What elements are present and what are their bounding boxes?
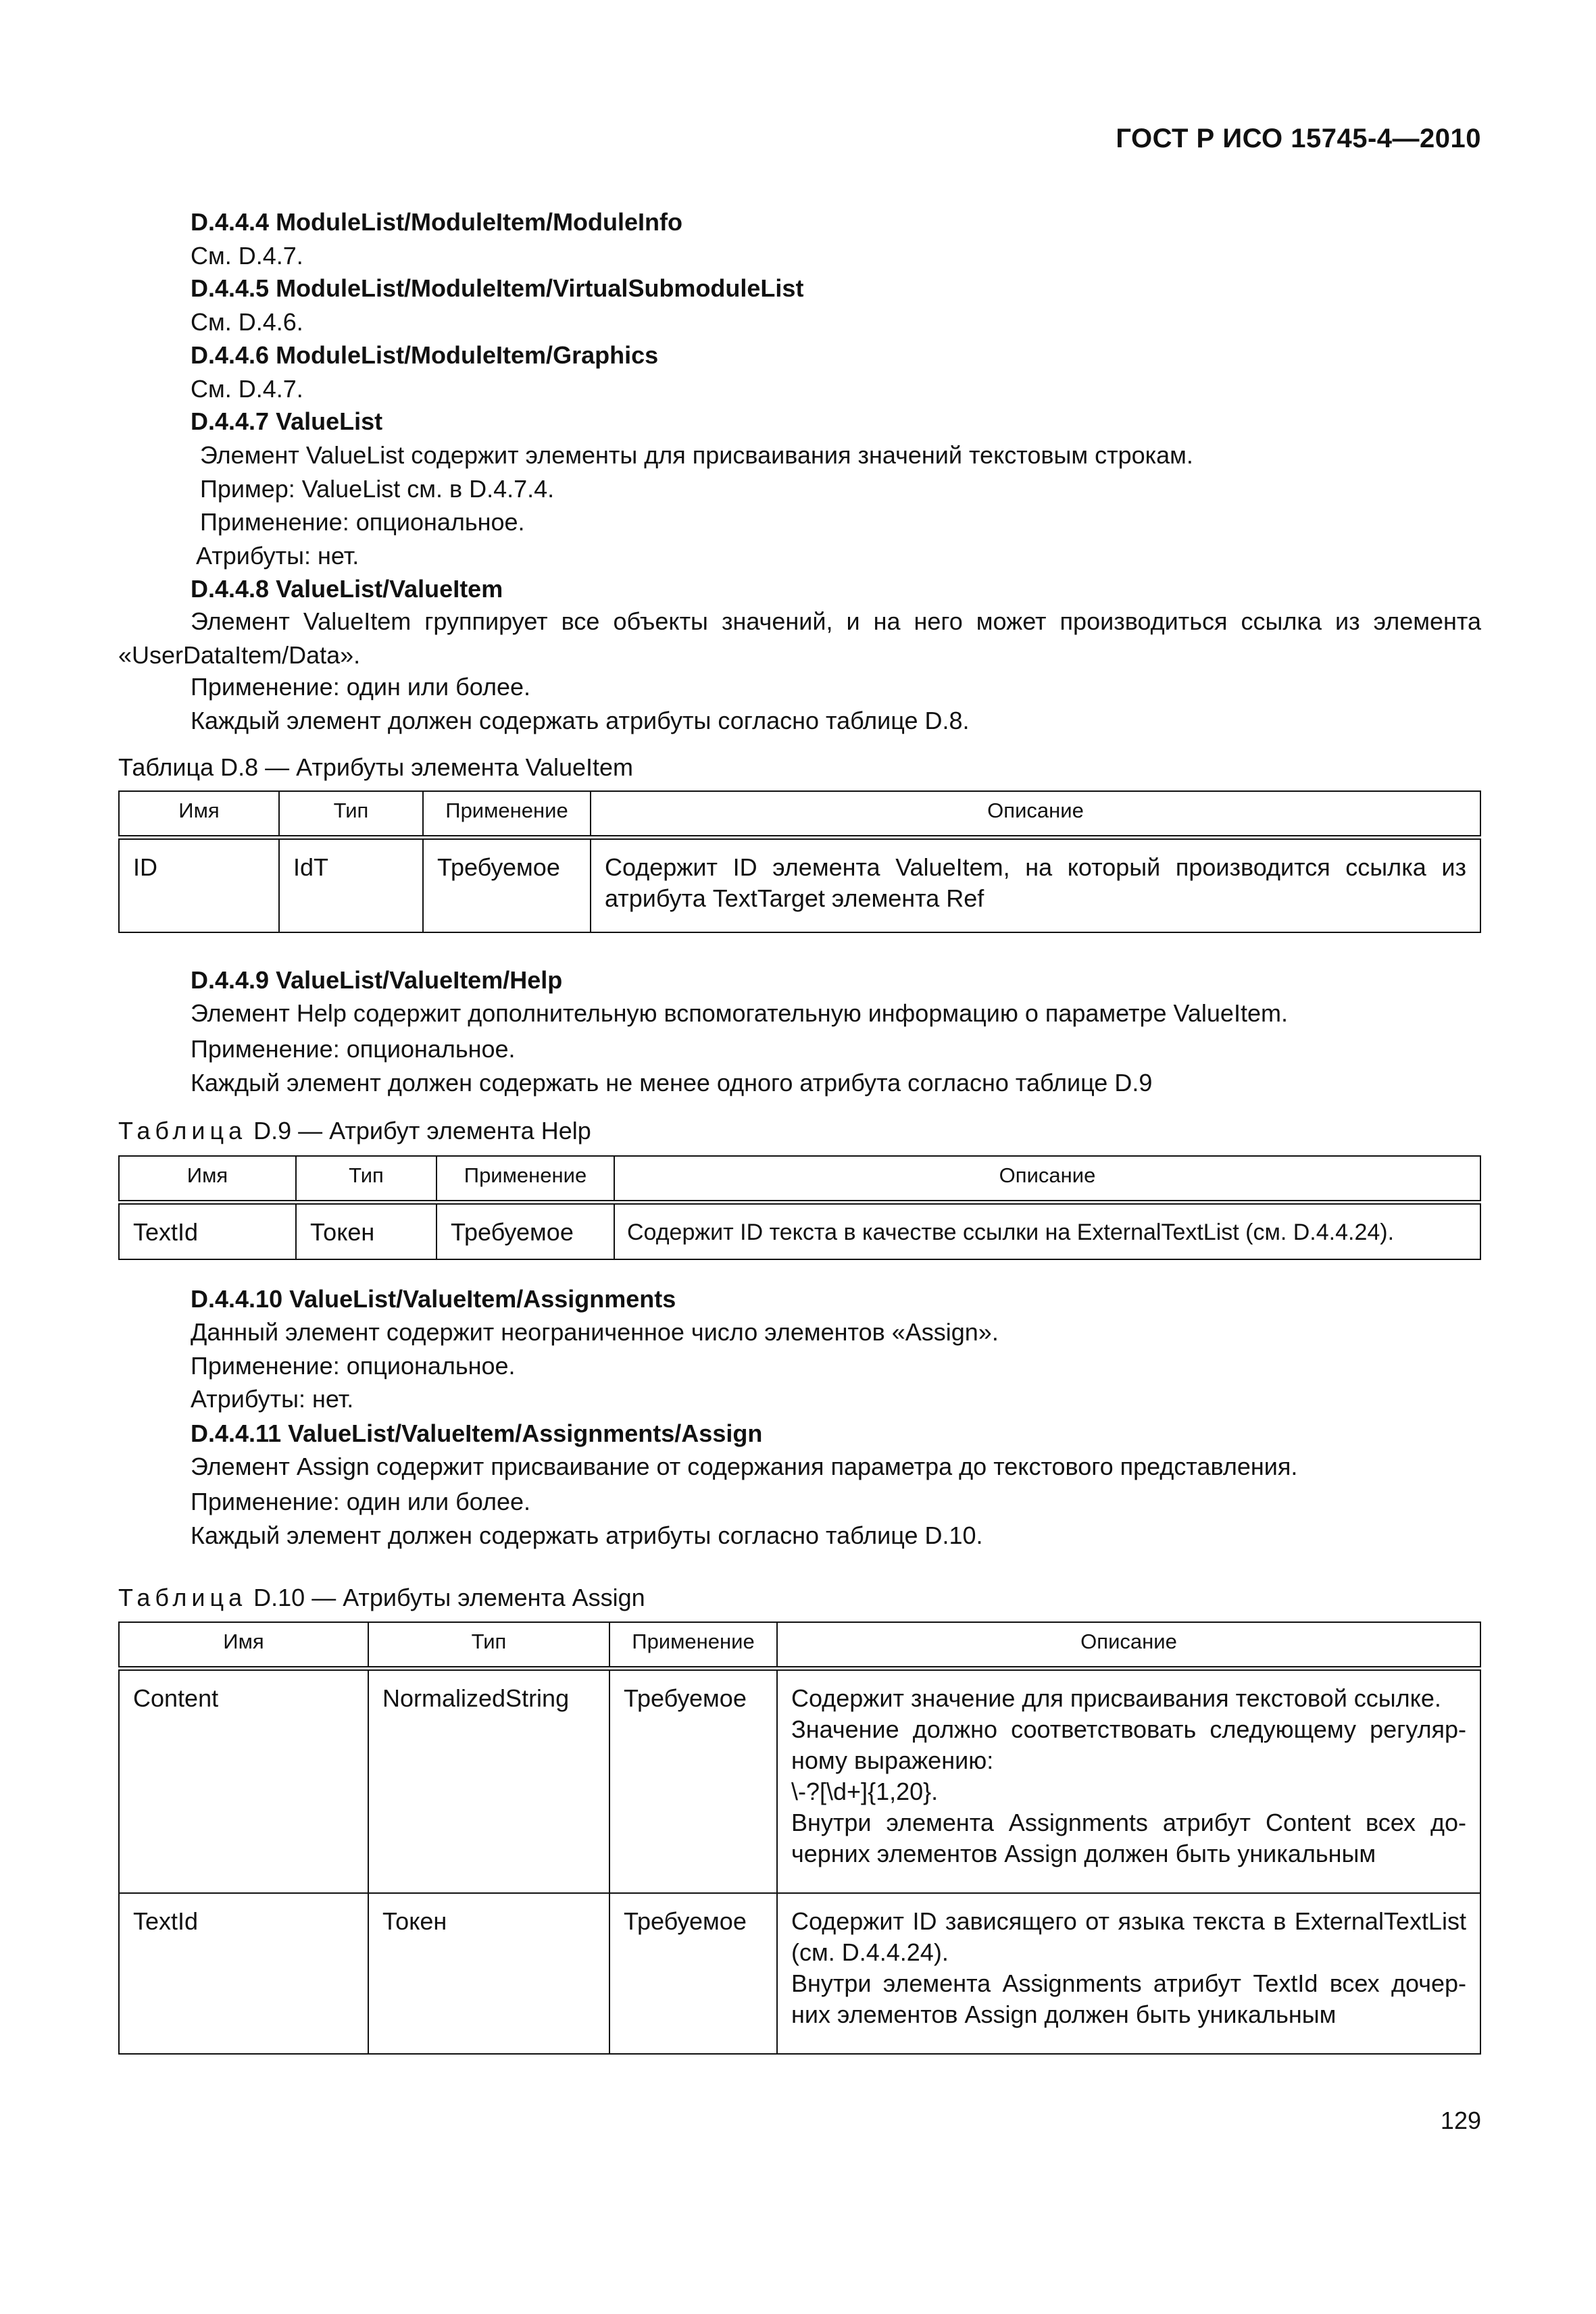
- column-header: Имя: [119, 1622, 368, 1669]
- paragraph: Каждый элемент должен содержать не менее одного атрибута согласно таблице D.9: [191, 1069, 1153, 1097]
- paragraph: Применение: опциональное.: [200, 508, 525, 536]
- column-header: Применение: [437, 1156, 614, 1203]
- table-caption-d8: Таблица D.8 — Атрибуты элемента ValueItem: [118, 753, 633, 781]
- cell-description: [777, 1669, 1480, 1894]
- column-header: Имя: [119, 791, 279, 838]
- section-title-d448: D.4.4.8 ValueList/ValueItem: [191, 575, 503, 603]
- paragraph: Каждый элемент должен содержать атрибуты согласно таблице D.10.: [191, 1521, 983, 1549]
- paragraph: Данный элемент содержит неограниченное число элементов «Assign».: [191, 1318, 999, 1346]
- column-header: Тип: [296, 1156, 437, 1203]
- section-title-d445: D.4.4.5 ModuleList/ModuleItem/VirtualSubmoduleList: [191, 274, 804, 302]
- cell-name: TextId: [119, 1893, 368, 2054]
- table-header-row: [119, 1156, 1480, 1203]
- table-caption-d10: [118, 1584, 645, 1612]
- cell-usage: Требуемое: [609, 1669, 777, 1894]
- cell-type: Токен: [296, 1203, 437, 1260]
- table-row: [119, 838, 1480, 933]
- document-header: ГОСТ Р ИСО 15745-4—2010: [1116, 124, 1481, 153]
- description-line: Содержит ID зависящего от языка текста в ExternalTextList (см. D.4.4.24).: [791, 1907, 1466, 1966]
- description-line: Внутри элемента Assignments атрибут Content всех до-черних элементов Assign должен быть уникальным: [791, 1809, 1466, 1867]
- paragraph: Применение: опциональное.: [191, 1352, 516, 1380]
- column-header: Имя: [119, 1156, 296, 1203]
- table-caption-d9: [118, 1117, 591, 1145]
- column-header: Применение: [609, 1622, 777, 1669]
- cell-usage: Требуемое: [437, 1203, 614, 1260]
- paragraph: Атрибуты: нет.: [191, 1385, 354, 1413]
- cell-usage: Требуемое: [423, 838, 591, 933]
- cell-description: [777, 1893, 1480, 2054]
- table-row: [119, 1893, 1480, 2054]
- cell-description: Содержит ID текста в качестве ссылки на ExternalTextList (см. D.4.4.24).: [614, 1203, 1480, 1260]
- page-number: 129: [1440, 2107, 1481, 2134]
- column-header: Тип: [279, 791, 423, 838]
- cell-name: Content: [119, 1669, 368, 1894]
- section-title-d449: D.4.4.9 ValueList/ValueItem/Help: [191, 966, 563, 994]
- paragraph: Элемент Help содержит дополнительную вспомогательную информацию о параметре ValueItem.: [191, 999, 1288, 1027]
- paragraph: Элемент ValueItem группирует все объекты значений, и на него может производиться ссылка из элемента «UserDataItem/Data».: [118, 607, 1481, 669]
- cell-type: NormalizedString: [368, 1669, 609, 1894]
- section-ref-d446: См. D.4.7.: [191, 375, 303, 403]
- caption-text: D.10 — Атрибуты элемента Assign: [247, 1584, 645, 1611]
- column-header: Тип: [368, 1622, 609, 1669]
- section-title-d4411: D.4.4.11 ValueList/ValueItem/Assignments/Assign: [191, 1419, 763, 1447]
- section-title-d447: D.4.4.7 ValueList: [191, 407, 383, 435]
- section-ref-d445: См. D.4.6.: [191, 308, 303, 336]
- column-header: Описание: [614, 1156, 1480, 1203]
- cell-name: ID: [119, 838, 279, 933]
- table-d10: [118, 1621, 1481, 2055]
- description-line: Значение должно соответствовать следующему регуляр-ному выражению:: [791, 1715, 1466, 1774]
- description-line: Содержит значение для присваивания текстовой ссылке.: [791, 1684, 1441, 1712]
- paragraph: Применение: один или более.: [191, 1488, 531, 1515]
- section-title-d4410: D.4.4.10 ValueList/ValueItem/Assignments: [191, 1285, 676, 1313]
- table-d8: [118, 790, 1481, 933]
- table-header-row: [119, 1622, 1480, 1669]
- paragraph: Элемент ValueList содержит элементы для присваивания значений текстовым строкам.: [200, 441, 1193, 469]
- column-header: Описание: [777, 1622, 1480, 1669]
- paragraph: Применение: один или более.: [191, 673, 531, 701]
- paragraph: Атрибуты: нет.: [196, 542, 359, 570]
- table-header-row: [119, 791, 1480, 838]
- cell-name: TextId: [119, 1203, 296, 1260]
- column-header: Применение: [423, 791, 591, 838]
- table-d9: [118, 1155, 1481, 1260]
- table-row: [119, 1669, 1480, 1894]
- caption-text: D.9 — Атрибут элемента Help: [247, 1117, 591, 1145]
- column-header: Описание: [591, 791, 1480, 838]
- table-row: [119, 1203, 1480, 1260]
- caption-word: Таблица: [118, 1584, 247, 1611]
- paragraph: Применение: опциональное.: [191, 1035, 516, 1063]
- section-ref-d444: См. D.4.7.: [191, 242, 303, 270]
- cell-description: Содержит ID элемента ValueItem, на который производится ссылка из атрибута TextTarget элемента Ref: [591, 838, 1480, 933]
- paragraph: Пример: ValueList см. в D.4.7.4.: [200, 475, 555, 503]
- paragraph: Каждый элемент должен содержать атрибуты согласно таблице D.8.: [191, 707, 970, 734]
- section-title-d446: D.4.4.6 ModuleList/ModuleItem/Graphics: [191, 341, 659, 369]
- description-line: Внутри элемента Assignments атрибут TextId всех дочер-них элементов Assign должен быть уникальным: [791, 1969, 1466, 2028]
- cell-type: IdT: [279, 838, 423, 933]
- cell-type: Токен: [368, 1893, 609, 2054]
- regex-pattern: \-?[\d+]{1,20}.: [791, 1778, 939, 1805]
- cell-usage: Требуемое: [609, 1893, 777, 2054]
- caption-word: Таблица: [118, 1117, 247, 1145]
- paragraph: Элемент Assign содержит присваивание от содержания параметра до текстового представления.: [191, 1453, 1298, 1480]
- section-title-d444: D.4.4.4 ModuleList/ModuleItem/ModuleInfo: [191, 208, 683, 236]
